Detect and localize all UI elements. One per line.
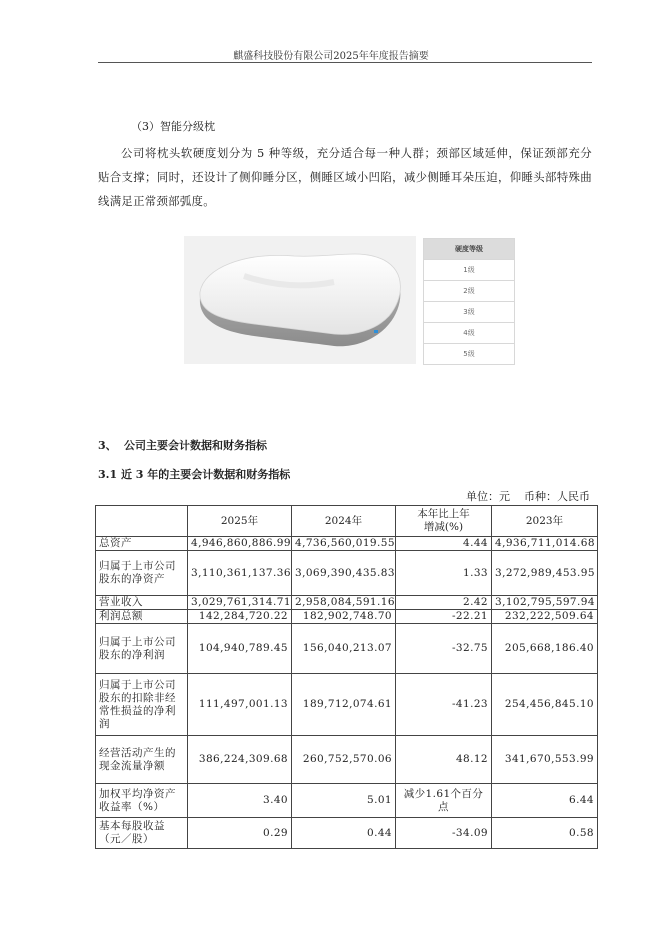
value-2025: 104,940,789.45 (188, 624, 292, 674)
header-divider (98, 62, 592, 63)
table-row (96, 624, 598, 674)
value-2023: 3,102,795,597.94 (492, 596, 598, 610)
value-change: -22.21 (396, 610, 492, 624)
unit-label: 单位：元 (466, 490, 510, 503)
value-change: 4.44 (396, 537, 492, 551)
table-row (96, 818, 598, 849)
row-label: 归属于上市公司股东的净利润 (96, 624, 188, 674)
grade-cell: 3级 (424, 302, 515, 323)
row-label: 归属于上市公司股东的扣除非经常性损益的净利润 (96, 674, 188, 736)
subsection-title: （3）智能分级枕 (131, 120, 215, 133)
row-label: 营业收入 (96, 596, 188, 610)
header-cell: 本年比上年 增减(%) (396, 506, 492, 537)
table-row (96, 674, 598, 736)
value-change: 1.33 (396, 551, 492, 596)
financial-data-table (95, 505, 598, 849)
value-2025: 111,497,001.13 (188, 674, 292, 736)
row-label: 基本每股收益（元／股） (96, 818, 188, 849)
table-header-row (96, 506, 598, 537)
value-2024: 2,958,084,591.16 (292, 596, 396, 610)
value-2025: 3,029,761,314.71 (188, 596, 292, 610)
value-2024: 0.44 (292, 818, 396, 849)
grade-cell: 2级 (424, 281, 515, 302)
page-header-title: 麒盛科技股份有限公司2025年年度报告摘要 (233, 51, 429, 62)
table-row (96, 596, 598, 610)
value-2025: 142,284,720.22 (188, 610, 292, 624)
row-label: 利润总额 (96, 610, 188, 624)
value-2023: 0.58 (492, 818, 598, 849)
body-paragraph: 公司将枕头软硬度划分为 5 种等级，充分适合每一种人群；颈部区域延伸，保证颈部充分贴合支撑；同时，还设计了侧仰睡分区，侧睡区域小凹陷，减少侧睡耳朵压迫，仰睡头部特殊曲线满足正常颈部弧度。 (98, 146, 592, 208)
value-change: -34.09 (396, 818, 492, 849)
hardness-grade-table (423, 238, 515, 365)
table-row (96, 537, 598, 551)
table-row (96, 784, 598, 818)
pillow-figure (184, 236, 516, 364)
value-2024: 3,069,390,435.83 (292, 551, 396, 596)
row-label: 经营活动产生的现金流量净额 (96, 736, 188, 784)
value-2024: 260,752,570.06 (292, 736, 396, 784)
value-2023: 341,670,553.99 (492, 736, 598, 784)
value-2023: 232,222,509.64 (492, 610, 598, 624)
value-2023: 205,668,186.40 (492, 624, 598, 674)
value-2023: 4,936,711,014.68 (492, 537, 598, 551)
value-2023: 3,272,989,453.95 (492, 551, 598, 596)
unit-currency-line (466, 488, 590, 504)
value-change: 2.42 (396, 596, 492, 610)
value-change: -32.75 (396, 624, 492, 674)
table-row (96, 736, 598, 784)
grade-cell: 4级 (424, 323, 515, 344)
value-2025: 4,946,860,886.99 (188, 537, 292, 551)
row-label: 归属于上市公司股东的净资产 (96, 551, 188, 596)
table-row (96, 551, 598, 596)
section-heading-text: 公司主要会计数据和财务指标 (124, 439, 267, 452)
header-cell: 2025年 (188, 506, 292, 537)
value-2025: 3,110,361,137.36 (188, 551, 292, 596)
value-2025: 0.29 (188, 818, 292, 849)
currency-label: 币种：人民币 (524, 490, 590, 503)
value-2025: 3.40 (188, 784, 292, 818)
header-cell (96, 506, 188, 537)
subsection-heading: 3.1 近 3 年的主要会计数据和财务指标 (98, 468, 291, 481)
value-2024: 4,736,560,019.55 (292, 537, 396, 551)
header-cell: 2024年 (292, 506, 396, 537)
value-2025: 386,224,309.68 (188, 736, 292, 784)
value-change: 减少1.61个百分点 (396, 784, 492, 818)
header-cell: 2023年 (492, 506, 598, 537)
grade-cell: 1级 (424, 260, 515, 281)
value-2024: 182,902,748.70 (292, 610, 396, 624)
value-change: -41.23 (396, 674, 492, 736)
value-2023: 254,456,845.10 (492, 674, 598, 736)
grade-cell: 5级 (424, 344, 515, 365)
value-2024: 5.01 (292, 784, 396, 818)
section-heading (98, 437, 267, 453)
row-label: 加权平均净资产收益率（%） (96, 784, 188, 818)
pillow-image (184, 236, 416, 364)
section-number: 3、 (98, 439, 117, 452)
value-2024: 189,712,074.61 (292, 674, 396, 736)
row-label: 总资产 (96, 537, 188, 551)
value-2023: 6.44 (492, 784, 598, 818)
grade-header: 硬度等级 (424, 239, 515, 260)
value-change: 48.12 (396, 736, 492, 784)
table-row (96, 610, 598, 624)
value-2024: 156,040,213.07 (292, 624, 396, 674)
